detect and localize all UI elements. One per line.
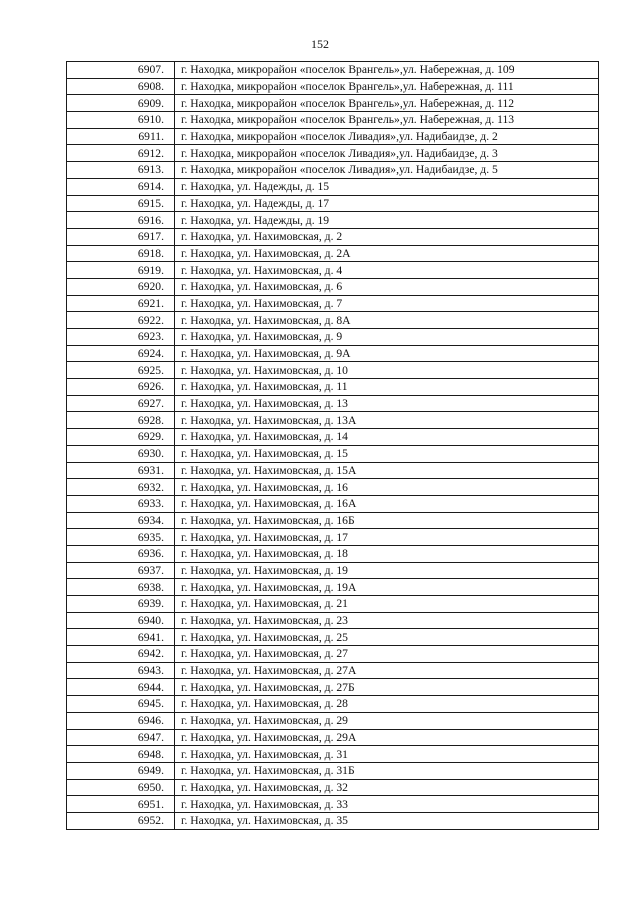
row-address: г. Находка, ул. Нахимовская, д. 23 xyxy=(175,612,599,629)
table-row xyxy=(67,796,599,813)
row-number: 6941. xyxy=(67,629,175,646)
row-number: 6936. xyxy=(67,545,175,562)
row-number: 6942. xyxy=(67,646,175,663)
address-table xyxy=(66,61,599,830)
row-number: 6939. xyxy=(67,596,175,613)
table-row xyxy=(67,345,599,362)
row-address: г. Находка, ул. Нахимовская, д. 29А xyxy=(175,729,599,746)
row-number: 6919. xyxy=(67,262,175,279)
table-row xyxy=(67,512,599,529)
table-row xyxy=(67,545,599,562)
row-number: 6914. xyxy=(67,178,175,195)
row-number: 6920. xyxy=(67,278,175,295)
table-row xyxy=(67,762,599,779)
row-number: 6909. xyxy=(67,95,175,112)
row-address: г. Находка, ул. Нахимовская, д. 15А xyxy=(175,462,599,479)
row-number: 6940. xyxy=(67,612,175,629)
row-address: г. Находка, ул. Нахимовская, д. 9А xyxy=(175,345,599,362)
table-row xyxy=(67,495,599,512)
row-address: г. Находка, ул. Нахимовская, д. 27Б xyxy=(175,679,599,696)
row-address: г. Находка, микрорайон «поселок Врангель»,ул. Набережная, д. 112 xyxy=(175,95,599,112)
row-address: г. Находка, ул. Нахимовская, д. 11 xyxy=(175,379,599,396)
row-address: г. Находка, микрорайон «поселок Врангель»,ул. Набережная, д. 111 xyxy=(175,78,599,95)
row-address: г. Находка, ул. Нахимовская, д. 31Б xyxy=(175,762,599,779)
row-address: г. Находка, ул. Нахимовская, д. 29 xyxy=(175,712,599,729)
row-number: 6921. xyxy=(67,295,175,312)
table-row xyxy=(67,629,599,646)
table-row xyxy=(67,379,599,396)
table-row xyxy=(67,245,599,262)
row-number: 6947. xyxy=(67,729,175,746)
row-address: г. Находка, ул. Нахимовская, д. 32 xyxy=(175,779,599,796)
table-row xyxy=(67,195,599,212)
row-number: 6918. xyxy=(67,245,175,262)
row-number: 6948. xyxy=(67,746,175,763)
table-row xyxy=(67,596,599,613)
row-number: 6952. xyxy=(67,812,175,829)
row-address: г. Находка, ул. Нахимовская, д. 16 xyxy=(175,479,599,496)
table-row xyxy=(67,212,599,229)
table-row xyxy=(67,412,599,429)
row-address: г. Находка, ул. Нахимовская, д. 35 xyxy=(175,812,599,829)
row-address: г. Находка, ул. Нахимовская, д. 33 xyxy=(175,796,599,813)
table-row xyxy=(67,162,599,179)
table-row xyxy=(67,679,599,696)
row-number: 6944. xyxy=(67,679,175,696)
row-number: 6946. xyxy=(67,712,175,729)
row-number: 6929. xyxy=(67,429,175,446)
row-number: 6934. xyxy=(67,512,175,529)
row-address: г. Находка, микрорайон «поселок Ливадия»,ул. Надибаидзе, д. 5 xyxy=(175,162,599,179)
table-row xyxy=(67,462,599,479)
table-row xyxy=(67,479,599,496)
row-number: 6951. xyxy=(67,796,175,813)
table-row xyxy=(67,646,599,663)
row-address: г. Находка, ул. Нахимовская, д. 18 xyxy=(175,545,599,562)
row-number: 6916. xyxy=(67,212,175,229)
row-address: г. Находка, микрорайон «поселок Врангель»,ул. Набережная, д. 109 xyxy=(175,62,599,79)
row-number: 6915. xyxy=(67,195,175,212)
table-row xyxy=(67,779,599,796)
table-row xyxy=(67,696,599,713)
row-address: г. Находка, ул. Нахимовская, д. 17 xyxy=(175,529,599,546)
table-row xyxy=(67,562,599,579)
row-address: г. Находка, ул. Нахимовская, д. 19 xyxy=(175,562,599,579)
row-address: г. Находка, ул. Надежды, д. 15 xyxy=(175,178,599,195)
row-number: 6933. xyxy=(67,495,175,512)
table-row xyxy=(67,178,599,195)
row-address: г. Находка, ул. Нахимовская, д. 16А xyxy=(175,495,599,512)
row-number: 6935. xyxy=(67,529,175,546)
table-row xyxy=(67,95,599,112)
row-number: 6928. xyxy=(67,412,175,429)
row-number: 6931. xyxy=(67,462,175,479)
row-number: 6908. xyxy=(67,78,175,95)
address-table-body xyxy=(67,62,599,830)
row-address: г. Находка, ул. Нахимовская, д. 6 xyxy=(175,278,599,295)
table-row xyxy=(67,295,599,312)
row-number: 6950. xyxy=(67,779,175,796)
row-address: г. Находка, ул. Нахимовская, д. 9 xyxy=(175,329,599,346)
row-number: 6910. xyxy=(67,112,175,129)
row-address: г. Находка, ул. Нахимовская, д. 21 xyxy=(175,596,599,613)
table-row xyxy=(67,312,599,329)
row-number: 6943. xyxy=(67,662,175,679)
row-address: г. Находка, ул. Нахимовская, д. 19А xyxy=(175,579,599,596)
row-number: 6927. xyxy=(67,395,175,412)
table-row xyxy=(67,128,599,145)
page-number: 152 xyxy=(311,37,329,51)
table-row xyxy=(67,262,599,279)
row-address: г. Находка, ул. Нахимовская, д. 2 xyxy=(175,228,599,245)
row-number: 6907. xyxy=(67,62,175,79)
table-row xyxy=(67,429,599,446)
row-address: г. Находка, ул. Нахимовская, д. 25 xyxy=(175,629,599,646)
table-row xyxy=(67,662,599,679)
row-address: г. Находка, ул. Нахимовская, д. 7 xyxy=(175,295,599,312)
table-row xyxy=(67,445,599,462)
row-number: 6937. xyxy=(67,562,175,579)
row-address: г. Находка, ул. Нахимовская, д. 28 xyxy=(175,696,599,713)
table-row xyxy=(67,529,599,546)
row-number: 6930. xyxy=(67,445,175,462)
row-number: 6913. xyxy=(67,162,175,179)
row-number: 6932. xyxy=(67,479,175,496)
table-row xyxy=(67,746,599,763)
row-address: г. Находка, микрорайон «поселок Врангель»,ул. Набережная, д. 113 xyxy=(175,112,599,129)
row-address: г. Находка, ул. Нахимовская, д. 2А xyxy=(175,245,599,262)
row-number: 6924. xyxy=(67,345,175,362)
table-row xyxy=(67,228,599,245)
row-address: г. Находка, ул. Нахимовская, д. 31 xyxy=(175,746,599,763)
row-number: 6923. xyxy=(67,329,175,346)
table-row xyxy=(67,612,599,629)
row-number: 6926. xyxy=(67,379,175,396)
row-address: г. Находка, микрорайон «поселок Ливадия»,ул. Надибаидзе, д. 2 xyxy=(175,128,599,145)
row-number: 6949. xyxy=(67,762,175,779)
row-address: г. Находка, ул. Нахимовская, д. 13 xyxy=(175,395,599,412)
row-address: г. Находка, ул. Нахимовская, д. 13А xyxy=(175,412,599,429)
table-row xyxy=(67,78,599,95)
row-address: г. Находка, ул. Нахимовская, д. 27А xyxy=(175,662,599,679)
table-row xyxy=(67,145,599,162)
table-row xyxy=(67,812,599,829)
row-number: 6938. xyxy=(67,579,175,596)
row-address: г. Находка, ул. Надежды, д. 19 xyxy=(175,212,599,229)
table-row xyxy=(67,112,599,129)
table-row xyxy=(67,712,599,729)
table-row xyxy=(67,729,599,746)
row-number: 6917. xyxy=(67,228,175,245)
row-address: г. Находка, ул. Нахимовская, д. 10 xyxy=(175,362,599,379)
row-number: 6922. xyxy=(67,312,175,329)
table-row xyxy=(67,62,599,79)
row-address: г. Находка, ул. Нахимовская, д. 27 xyxy=(175,646,599,663)
row-number: 6945. xyxy=(67,696,175,713)
table-row xyxy=(67,329,599,346)
table-row xyxy=(67,395,599,412)
row-number: 6912. xyxy=(67,145,175,162)
table-row xyxy=(67,362,599,379)
row-address: г. Находка, ул. Нахимовская, д. 4 xyxy=(175,262,599,279)
row-address: г. Находка, ул. Нахимовская, д. 16Б xyxy=(175,512,599,529)
row-number: 6925. xyxy=(67,362,175,379)
row-address: г. Находка, микрорайон «поселок Ливадия»,ул. Надибаидзе, д. 3 xyxy=(175,145,599,162)
table-row xyxy=(67,579,599,596)
row-address: г. Находка, ул. Нахимовская, д. 15 xyxy=(175,445,599,462)
row-address: г. Находка, ул. Надежды, д. 17 xyxy=(175,195,599,212)
table-row xyxy=(67,278,599,295)
row-address: г. Находка, ул. Нахимовская, д. 8А xyxy=(175,312,599,329)
row-address: г. Находка, ул. Нахимовская, д. 14 xyxy=(175,429,599,446)
row-number: 6911. xyxy=(67,128,175,145)
